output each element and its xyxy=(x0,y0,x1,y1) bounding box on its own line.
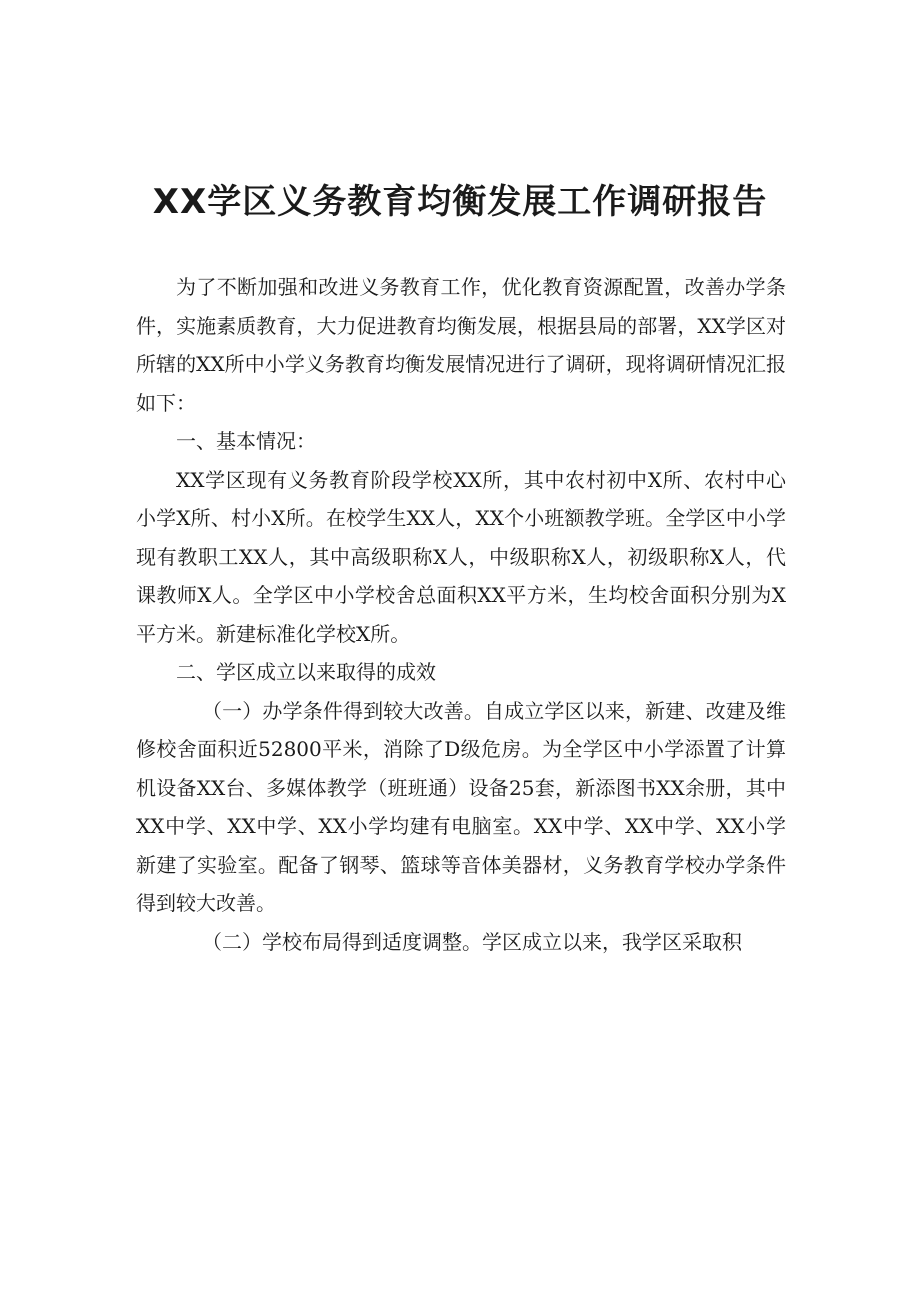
paragraph-basic-situation: XX学区现有义务教育阶段学校XX所，其中农村初中X所、农村中心小学X所、村小X所。在校学生XX人，XX个小班额教学班。全学区中小学现有教职工XX人，其中高级职称X人，中级职称X人，初级职称X人，代课教师X人。全学区中小学校舍总面积XX平方米，生均校舍面积分别为X平方米。新建标准化学校X所。 xyxy=(136,467,786,646)
paragraph-achievement-1: （一）办学条件得到较大改善。自成立学区以来，新建、改建及维修校舍面积近52800平米，消除了D级危房。为全学区中小学添置了计算机设备XX台、多媒体教学（班班通）设备25套，新添图书XX余册，其中XX中学、XX中学、XX小学均建有电脑室。XX中学、XX中学、XX小学新建了实验室。配备了钢琴、篮球等音体美器材，义务教育学校办学条件得到较大改善。 xyxy=(136,698,786,915)
section-heading-achievements: 二、学区成立以来取得的成效 xyxy=(176,660,436,684)
document-body xyxy=(136,268,786,961)
document-title: XX学区义务教育均衡发展工作调研报告 xyxy=(152,182,768,222)
paragraph-intro: 为了不断加强和改进义务教育工作，优化教育资源配置，改善办学条件，实施素质教育，大力促进教育均衡发展，根据县局的部署，XX学区对所辖的XX所中小学义务教育均衡发展情况进行了调研，现将调研情况汇报如下： xyxy=(136,275,786,415)
paragraph-achievement-2: （二）学校布局得到适度调整。学区成立以来，我学区采取积 xyxy=(202,929,742,954)
section-heading-basic-situation: 一、基本情况： xyxy=(176,429,316,453)
